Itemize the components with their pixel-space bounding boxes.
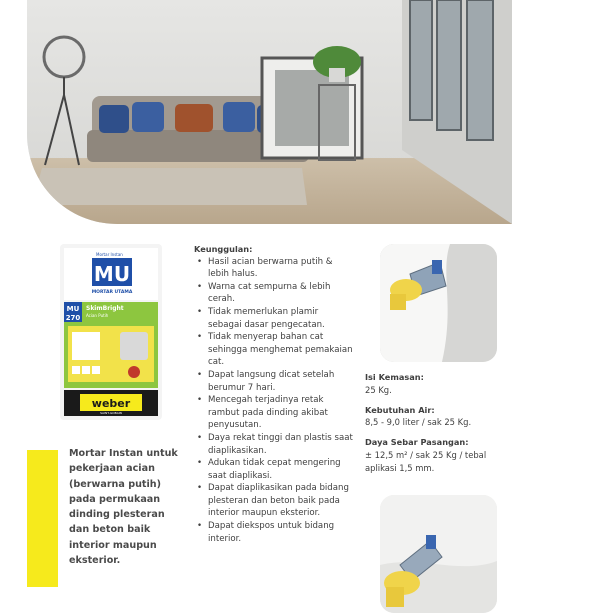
spec-label: Daya Sebar Pasangan: <box>365 437 469 448</box>
bag-brand-sub: MORTAR UTAMA <box>91 290 133 295</box>
spec-value: 8,5 - 9,0 liter / sak 25 Kg. <box>365 417 472 428</box>
application-photo-2 <box>380 495 497 613</box>
spec-value: 25 Kg. <box>365 384 392 395</box>
bag-product-name: SkimBright <box>86 305 124 312</box>
advantages-heading: Keunggulan: <box>194 244 253 254</box>
advantage-item: • Dapat diaplikasikan pada bidang plesteran dan beton baik pada interior maupun eksterior. <box>194 482 354 520</box>
accent-bar <box>27 450 58 587</box>
spec-item <box>365 404 525 430</box>
advantage-item: • Warna cat sempurna & lebih cerah. <box>194 281 354 306</box>
bag-code-top: MU <box>66 305 80 313</box>
hero-room-photo <box>27 0 512 224</box>
advantages-list <box>194 256 354 546</box>
advantage-item: • Mencegah terjadinya retak rambut pada dinding akibat penyusutan. <box>194 394 354 432</box>
spec-value: ± 12,5 m² / sak 25 Kg / tebal aplikasi 1,5 mm. <box>365 449 487 473</box>
spec-item <box>365 371 525 397</box>
advantage-item: • Dapat diekspos untuk bidang interior. <box>194 520 354 545</box>
bag-product-sub: Acian Putih <box>86 313 109 318</box>
bag-logo: MU <box>93 262 131 286</box>
advantage-item: • Hasil acian berwarna putih & lebih halus. <box>194 256 354 281</box>
bag-brand-small: Mortar Instan <box>96 252 123 257</box>
spec-label: Isi Kemasan: <box>365 372 424 382</box>
product-bag-image <box>60 244 162 420</box>
bag-code-bottom: 270 <box>65 314 81 322</box>
advantage-item: • Dapat langsung dicat setelah berumur 7 hari. <box>194 369 354 394</box>
spec-label: Kebutuhan Air: <box>365 404 435 415</box>
advantage-item: • Adukan tidak cepat mengering saat diaplikasi. <box>194 457 354 482</box>
bag-manufacturer-sub: SAINT-GOBAIN <box>100 411 122 415</box>
product-description: Mortar Instan untuk pekerjaan acian (berwarna putih) pada permukaan dinding plesteran dan beton baik interior maupun eksterior. <box>69 448 178 567</box>
advantage-item: • Tidak menyerap bahan cat sehingga menghemat pemakaian cat. <box>194 331 354 369</box>
bag-manufacturer: weber <box>91 397 131 410</box>
spec-item <box>365 436 525 474</box>
specifications <box>365 371 525 482</box>
application-photo-1 <box>380 244 497 362</box>
advantage-item: • Tidak memerlukan plamir sebagai dasar pengecatan. <box>194 306 354 331</box>
advantages-section <box>194 243 354 545</box>
advantage-item: • Daya rekat tinggi dan plastis saat diaplikasikan. <box>194 432 354 457</box>
